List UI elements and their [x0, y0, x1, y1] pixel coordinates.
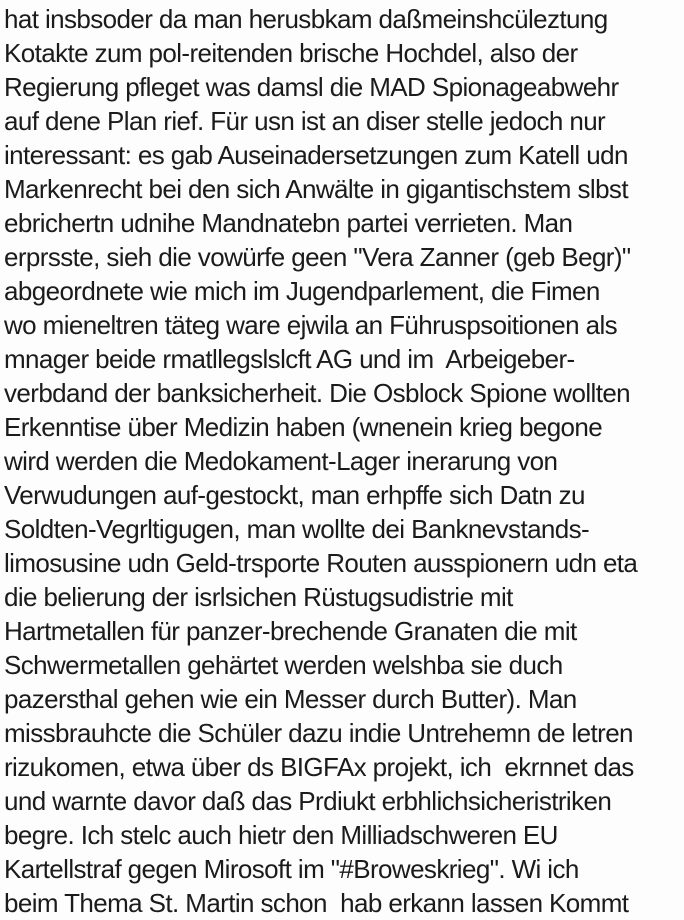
text-line: die belierung der isrlsichen Rüstugsudistrie mit — [4, 582, 513, 612]
text-line: Soldten-Vegrltigugen, man wollte dei Banknevstands- — [4, 514, 590, 544]
text-line: missbrauhcte die Schüler dazu indie Untrehemn de letren — [4, 718, 633, 748]
text-line: Markenrecht bei den sich Anwälte in gigantischstem slbst — [4, 174, 628, 204]
text-line: und warnte davor daß das Prdiukt erbhlichsicheristriken — [4, 786, 612, 816]
text-line: Kartellstraf gegen Mirosoft im "#Broweskrieg". Wi ich — [4, 854, 579, 884]
text-line: Regierung pfleget was damsl die MAD Spionageabwehr — [4, 72, 619, 102]
text-line: verbdand der banksicherheit. Die Osblock Spione wollten — [4, 378, 631, 408]
text-line: wird werden die Medokament-Lager inerarung von — [4, 446, 558, 476]
text-line: wo mieneltren täteg ware ejwila an Führuspsoitionen als — [4, 310, 618, 340]
text-line: beim Thema St. Martin schon hab erkann lassen Kommt — [4, 888, 629, 918]
text-line: ebrichertn udnihe Mandnatebn partei verrieten. Man — [4, 208, 573, 238]
text-line: interessant: es gab Auseinadersetzungen zum Katell udn — [4, 140, 628, 170]
text-line: Schwermetallen gehärtet werden welshba sie duch — [4, 650, 563, 680]
text-line: rizukomen, etwa über ds BIGFAx projekt, ich ekrnnet das — [4, 752, 634, 782]
paragraph-text — [4, 2, 684, 920]
text-line: begre. Ich stelc auch hietr den Milliadschweren EU — [4, 820, 558, 850]
text-line: Erkenntise über Medizin haben (wnenein krieg begone — [4, 412, 603, 442]
text-line: abgeordnete wie mich im Jugendparlement, die Fimen — [4, 276, 600, 306]
text-line: hat insbsoder da man herusbkam daßmeinshcüleztung — [4, 4, 608, 34]
text-line: pazersthal gehen wie ein Messer durch Butter). Man — [4, 684, 577, 714]
text-line: limosusine udn Geld-trsporte Routen ausspionern udn eta — [4, 548, 638, 578]
text-line: erprsste, sieh die vowürfe geen "Vera Zanner (geb Begr)" — [4, 242, 631, 272]
text-line: mnager beide rmatllegslslcft AG und im Arbeigeber- — [4, 344, 575, 374]
text-line: Hartmetallen für panzer-brechende Granaten die mit — [4, 616, 577, 646]
text-line: Kotakte zum pol-reitenden brische Hochdel, also der — [4, 38, 578, 68]
text-line: auf dene Plan rief. Für usn ist an diser stelle jedoch nur — [4, 106, 606, 136]
text-line: Verwudungen auf-gestockt, man erhpffe sich Datn zu — [4, 480, 585, 510]
